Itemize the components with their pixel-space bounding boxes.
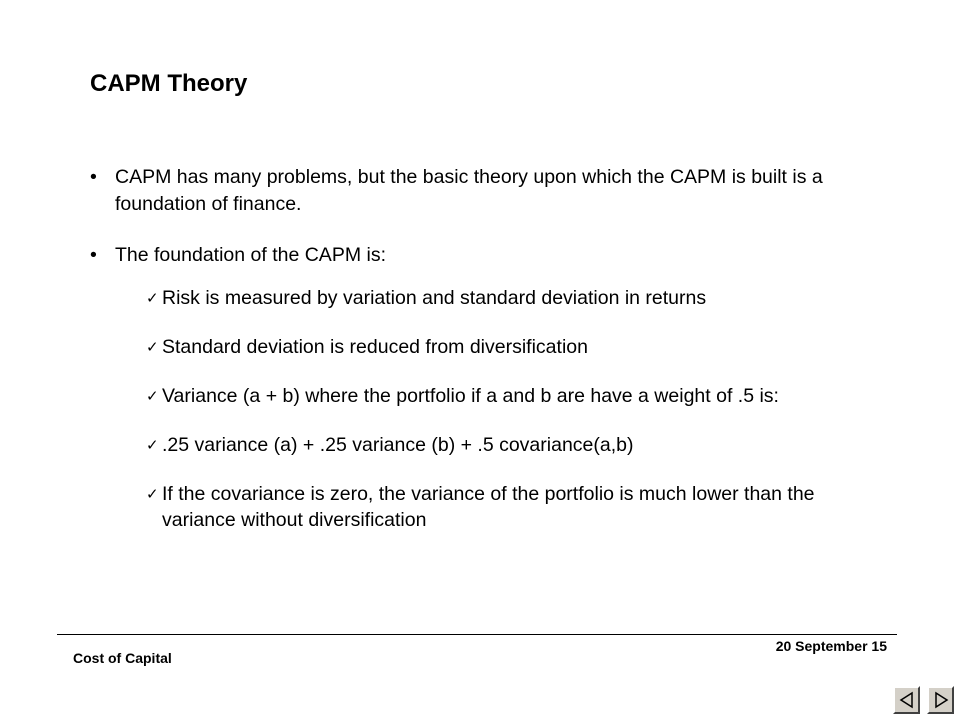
bullet-item bbox=[90, 164, 830, 218]
checkmark-icon: ✓ bbox=[146, 289, 159, 307]
bullet-text: The foundation of the CAPM is: bbox=[115, 244, 386, 266]
bullet-marker: • bbox=[90, 244, 97, 266]
bullet-text: CAPM has many problems, but the basic theory upon which the CAPM is built is a foundation of finance. bbox=[115, 166, 823, 215]
sub-bullet-item bbox=[146, 334, 846, 360]
bullet-item bbox=[90, 242, 830, 269]
sub-bullet-item bbox=[146, 285, 846, 311]
sub-bullet-item bbox=[146, 481, 846, 533]
next-slide-button[interactable] bbox=[927, 686, 954, 714]
sub-bullet-text: Standard deviation is reduced from diversification bbox=[162, 336, 588, 358]
footer-divider bbox=[57, 634, 897, 635]
footer-date: 20 September 15 bbox=[775, 638, 887, 654]
sub-bullet-text: If the covariance is zero, the variance of the portfolio is much lower than the variance without diversification bbox=[162, 483, 815, 531]
checkmark-icon: ✓ bbox=[146, 387, 159, 405]
checkmark-icon: ✓ bbox=[146, 485, 159, 503]
sub-bullet-text: .25 variance (a) + .25 variance (b) + .5 covariance(a,b) bbox=[162, 434, 634, 456]
bullet-marker: • bbox=[90, 166, 97, 188]
previous-slide-button[interactable] bbox=[893, 686, 920, 714]
sub-bullet-list bbox=[146, 285, 846, 556]
sub-bullet-text: Variance (a + b) where the portfolio if a and b are have a weight of .5 is: bbox=[162, 385, 779, 407]
sub-bullet-item bbox=[146, 383, 846, 409]
checkmark-icon: ✓ bbox=[146, 436, 159, 454]
checkmark-icon: ✓ bbox=[146, 338, 159, 356]
sub-bullet-item bbox=[146, 432, 846, 458]
next-slide-icon bbox=[932, 691, 950, 709]
slide-title: CAPM Theory bbox=[90, 70, 248, 97]
bullet-list bbox=[90, 164, 830, 293]
previous-slide-icon bbox=[898, 691, 916, 709]
footer-title: Cost of Capital bbox=[73, 650, 172, 666]
sub-bullet-text: Risk is measured by variation and standard deviation in returns bbox=[162, 287, 707, 309]
